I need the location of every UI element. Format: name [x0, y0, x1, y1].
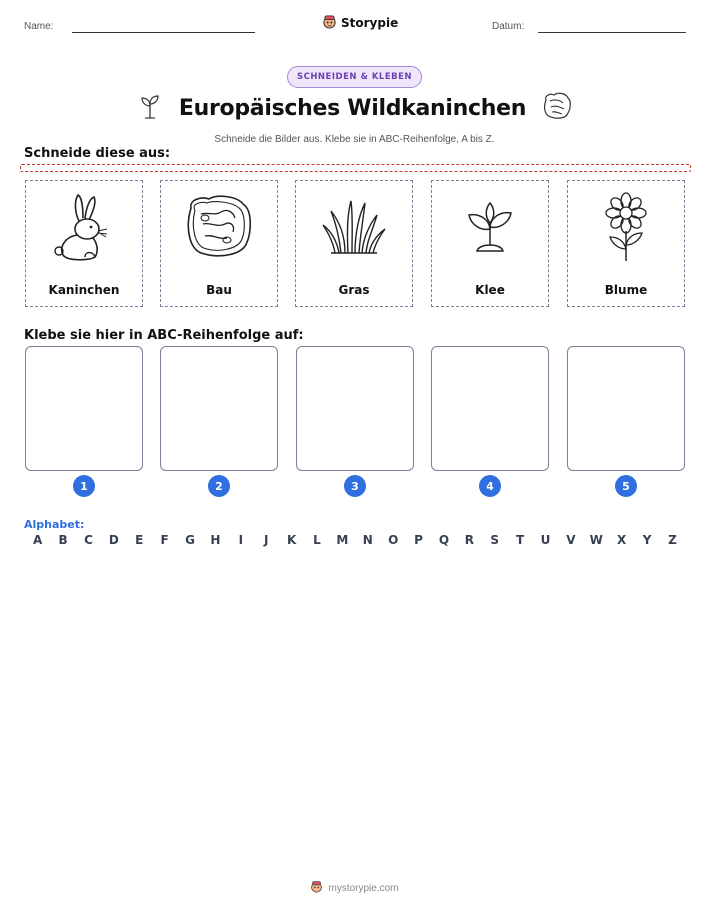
- alphabet-letter: R: [464, 533, 474, 547]
- name-label: Name:: [24, 21, 54, 32]
- alphabet-letter: F: [160, 533, 169, 547]
- alphabet-letter: B: [58, 533, 68, 547]
- brand-name: Storypie: [341, 16, 399, 30]
- alphabet-letter: L: [313, 533, 321, 547]
- glue-slot-1[interactable]: [25, 346, 143, 471]
- instructions: Schneide die Bilder aus. Klebe sie in ABC-Reihenfolge, A bis Z.: [214, 134, 495, 145]
- seedling-decor-icon: [137, 92, 163, 124]
- card-label: Bau: [206, 283, 232, 297]
- alphabet-letter: M: [336, 533, 349, 547]
- slot-number-1: 1: [73, 475, 95, 497]
- glue-section-heading: Klebe sie hier in ABC-Reihenfolge auf:: [24, 328, 304, 343]
- clover-sprout-icon: [459, 197, 521, 257]
- cut-section-heading: Schneide diese aus:: [24, 146, 171, 161]
- rabbit-icon: [49, 191, 119, 263]
- slot-number-4: 4: [479, 475, 501, 497]
- alphabet-letter: G: [185, 533, 195, 547]
- card-label: Blume: [604, 283, 648, 297]
- alphabet-letter: J: [263, 533, 269, 547]
- footer: [310, 880, 398, 896]
- cut-card-gras[interactable]: [295, 180, 413, 307]
- storypie-mascot-icon: [310, 880, 323, 896]
- alphabet-letter: A: [33, 533, 43, 547]
- alphabet-heading: Alphabet:: [24, 518, 85, 531]
- alphabet-letters: [25, 533, 685, 547]
- glue-slot-5[interactable]: [567, 346, 685, 471]
- burrow-icon: [183, 194, 255, 260]
- cut-card-bau[interactable]: [160, 180, 278, 307]
- date-label: Datum:: [492, 21, 525, 32]
- cut-card-blume[interactable]: [567, 180, 685, 307]
- brand-logo: [322, 14, 398, 32]
- alphabet-letter: K: [286, 533, 297, 547]
- name-line[interactable]: [72, 32, 255, 33]
- date-line[interactable]: [538, 32, 686, 33]
- alphabet-letter: P: [414, 533, 423, 547]
- page-title: Europäisches Wildkaninchen: [178, 95, 527, 121]
- activity-badge: SCHNEIDEN & KLEBEN: [287, 66, 422, 88]
- storypie-mascot-icon: [322, 14, 337, 32]
- flower-icon: [598, 191, 654, 263]
- glue-slot-2[interactable]: [160, 346, 278, 471]
- alphabet-letter: C: [84, 533, 93, 547]
- alphabet-letter: O: [388, 533, 399, 547]
- alphabet-letter: T: [516, 533, 525, 547]
- alphabet-letter: N: [362, 533, 373, 547]
- alphabet-letter: I: [238, 533, 244, 547]
- cut-line: [20, 164, 691, 172]
- alphabet-letter: Z: [668, 533, 677, 547]
- glue-slot-4[interactable]: [431, 346, 549, 471]
- alphabet-letter: E: [135, 533, 144, 547]
- card-label: Kaninchen: [48, 283, 120, 297]
- slot-number-5: 5: [615, 475, 637, 497]
- alphabet-letter: Q: [438, 533, 450, 547]
- alphabet-letter: S: [490, 533, 500, 547]
- alphabet-letter: Y: [642, 533, 652, 547]
- footer-url[interactable]: mystorypie.com: [328, 882, 399, 894]
- card-label: Gras: [338, 283, 370, 297]
- card-label: Klee: [475, 283, 505, 297]
- alphabet-letter: U: [540, 533, 551, 547]
- burrow-decor-icon: [542, 92, 572, 124]
- alphabet-letter: X: [617, 533, 627, 547]
- slot-number-3: 3: [344, 475, 366, 497]
- slot-number-2: 2: [208, 475, 230, 497]
- cut-card-kaninchen[interactable]: [25, 180, 143, 307]
- glue-slot-3[interactable]: [296, 346, 414, 471]
- alphabet-letter: W: [589, 533, 603, 547]
- alphabet-letter: H: [210, 533, 221, 547]
- alphabet-letter: D: [108, 533, 119, 547]
- alphabet-letter: V: [566, 533, 576, 547]
- grass-icon: [321, 195, 387, 259]
- cut-card-klee[interactable]: [431, 180, 549, 307]
